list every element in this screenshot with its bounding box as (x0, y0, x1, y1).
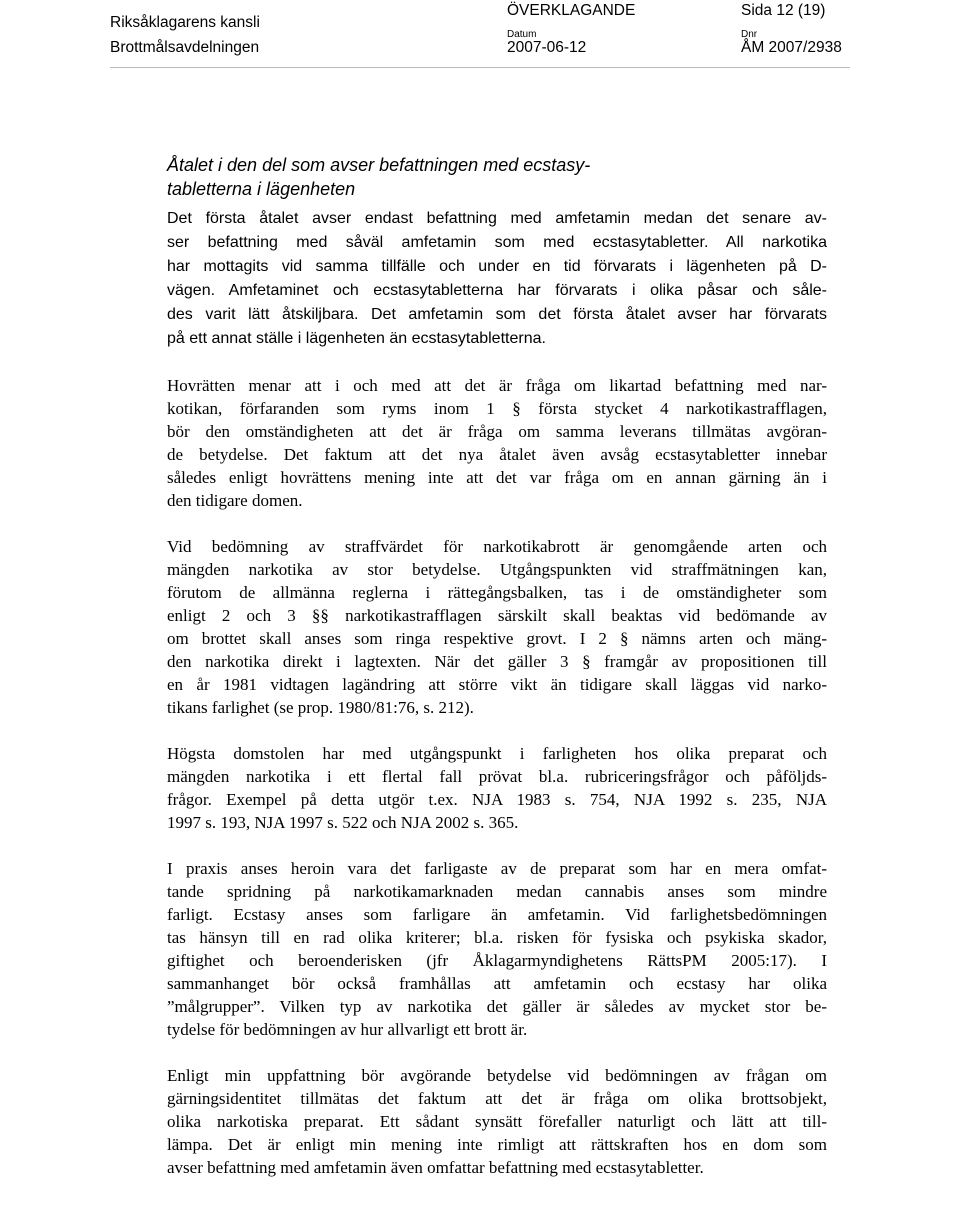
paragraph-line: I praxis anses heroin vara det farligaste av de preparat som har en mera omfat- (167, 859, 827, 878)
paragraph-line: 1997 s. 193, NJA 1997 s. 522 och NJA 2002 s. 365. (167, 813, 519, 832)
paragraph-line: Enligt min uppfattning bör avgörande betydelse vid bedömningen av frågan om (167, 1066, 827, 1085)
paragraph-line: på ett annat ställe i lägenheten än ecstasytabletterna. (167, 330, 546, 347)
paragraph-line: den narkotika direkt i lagtexten. När det gäller 3 § framgår av propositionen till (167, 652, 827, 671)
paragraph-line: vägen. Amfetaminet och ecstasytabletterna har förvarats i olika påsar och såle- (167, 282, 827, 299)
paragraph-line: tande spridning på narkotikamarknaden medan cannabis anses som mindre (167, 882, 827, 901)
document-body (167, 153, 827, 1202)
paragraph-line: frågor. Exempel på detta utgör t.ex. NJA 1983 s. 754, NJA 1992 s. 235, NJA (167, 790, 827, 809)
paragraph-line: enligt 2 och 3 §§ narkotikastrafflagen särskilt skall beaktas vid bedömande av (167, 606, 827, 625)
page-indicator: Sida 12 (19) (741, 2, 826, 19)
paragraph-line: har mottagits vid samma tillfälle och under en tid förvarats i lägenheten på D- (167, 258, 827, 275)
division-name: Brottmålsavdelningen (110, 39, 260, 56)
document-date: 2007-06-12 (507, 39, 587, 56)
section-heading (167, 153, 827, 201)
paragraph-line: ”målgrupper”. Vilken typ av narkotika det gäller är således av mycket stor be- (167, 997, 827, 1016)
paragraph-line: avser befattning med amfetamin även omfattar befattning med ecstasytabletter. (167, 1158, 704, 1177)
paragraph-line: sammanhanget bör också framhållas att amfetamin och ecstasy har olika (167, 974, 827, 993)
paragraph-line: gärningsidentitet tillmätas det faktum att det är fråga om olika brottsobjekt, (167, 1089, 827, 1108)
paragraph (167, 1064, 827, 1179)
paragraph-line: tas hänsyn till en rad olika kriterer; bl.a. risken för fysiska och psykiska skador, (167, 928, 827, 947)
paragraph (167, 742, 827, 834)
paragraph (167, 374, 827, 512)
paragraph-line: farligt. Ecstasy anses som farligare än amfetamin. Vid farlighetsbedömningen (167, 905, 827, 924)
paragraph-line: om brottet skall anses som ringa respektive grovt. I 2 § nämns arten och mäng- (167, 629, 827, 648)
paragraph-line: Hovrätten menar att i och med att det är fråga om likartad befattning med nar- (167, 376, 827, 395)
paragraph-line: förutom de allmänna reglerna i rättegångsbalken, tas i de omständigheter som (167, 583, 827, 602)
paragraph-line: des varit lätt åtskiljbara. Det amfetamin som det första åtalet avser har förvarats (167, 306, 827, 323)
paragraph-line: Högsta domstolen har med utgångspunkt i farligheten hos olika preparat och (167, 744, 827, 763)
office-name: Riksåklagarens kansli (110, 14, 260, 31)
paragraph (167, 207, 827, 351)
paragraph-line: giftighet och beroenderisken (jfr Åklagarmyndighetens RättsPM 2005:17). I (167, 951, 827, 970)
document-type: ÖVERKLAGANDE (507, 2, 636, 19)
paragraph-line: mängden narkotika i ett flertal fall prövat bl.a. rubriceringsfrågor och påföljds- (167, 767, 827, 786)
case-number: ÅM 2007/2938 (741, 39, 842, 56)
paragraph-line: mängden narkotika av stor betydelse. Utgångspunkten vid straffmätningen kan, (167, 560, 827, 579)
paragraph-line: lämpa. Det är enligt min mening inte rimligt att rättskraften hos en dom som (167, 1135, 827, 1154)
paragraph-line: de betydelse. Det faktum att det nya åtalet även avsåg ecstasytabletter innebar (167, 445, 827, 464)
paragraph (167, 535, 827, 719)
paragraph-line: bör den omständigheten att det är fråga om samma leverans tillmätas avgöran- (167, 422, 827, 441)
date-label: Datum (507, 29, 537, 40)
paragraph-line: tikans farlighet (se prop. 1980/81:76, s. 212). (167, 698, 474, 717)
dnr-label: Dnr (741, 29, 758, 40)
paragraph-line: således enligt hovrättens mening inte att det var fråga om en annan gärning än i (167, 468, 827, 487)
paragraph-line: en år 1981 vidtagen lagändring att större vikt än tidigare skall läggas vid narko- (167, 675, 827, 694)
paragraph-line: den tidigare domen. (167, 491, 303, 510)
paragraph-line: kotikan, förfaranden som ryms inom 1 § första stycket 4 narkotikastrafflagen, (167, 399, 827, 418)
paragraph-line: ser befattning med såväl amfetamin som med ecstasytabletter. All narkotika (167, 234, 827, 251)
page-header (0, 0, 960, 70)
section-heading-line: Åtalet i den del som avser befattningen med ecstasy- (167, 155, 591, 175)
paragraph-line: Det första åtalet avser endast befattning med amfetamin medan det senare av- (167, 210, 827, 227)
paragraph-line: olika narkotiska preparat. Ett sådant synsätt förefaller naturligt och lätt att till- (167, 1112, 827, 1131)
paragraph (167, 857, 827, 1041)
paragraph-line: tydelse för bedömningen av hur allvarligt ett brott är. (167, 1020, 528, 1039)
header-divider (110, 67, 850, 68)
section-heading-line: tabletterna i lägenheten (167, 179, 356, 199)
paragraph-line: Vid bedömning av straffvärdet för narkotikabrott är genomgående arten och (167, 537, 827, 556)
